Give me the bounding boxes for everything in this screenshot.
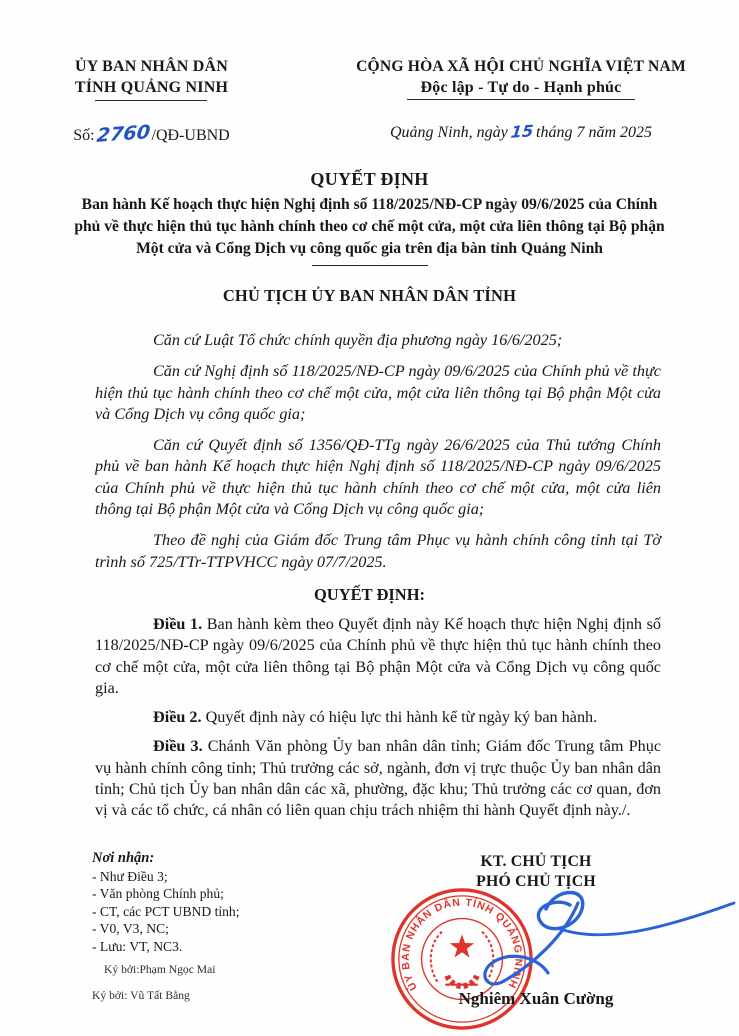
article-1: [95, 614, 661, 699]
recipient-item: - Lưu: VT, NC3.: [92, 938, 183, 954]
document-number-prefix: Số:: [73, 127, 95, 144]
document-number-suffix: /QĐ-UBND: [151, 127, 230, 144]
digital-signed-by-1: Ký bởi:Phạm Ngọc Mai: [104, 962, 216, 976]
date-day-handwritten: 15: [509, 121, 535, 142]
preamble-paragraph: Căn cứ Luật Tổ chức chính quyền địa phương ngày 16/6/2025;: [153, 331, 563, 349]
article-3: [95, 736, 661, 821]
article-2: [95, 707, 661, 728]
org-name-line1: ỦY BAN NHÂN DÂN: [74, 58, 229, 75]
date-suffix: tháng 7 năm 2025: [536, 124, 652, 141]
signer-title-line2: PHÓ CHỦ TỊCH: [476, 873, 596, 890]
preamble-paragraph: Theo đề nghị của Giám đốc Trung tâm Phục vụ hành chính công tỉnh tại Tờ trình số 725/TTr-TTPVHCC ngày 07/7/2025.: [95, 531, 661, 571]
signer-title-line1: KT. CHỦ TỊCH: [480, 853, 592, 870]
title-block: [0, 169, 739, 266]
title-divider: [312, 265, 428, 266]
national-motto-line1: CỘNG HÒA XÃ HỘI CHỦ NGHĨA VIỆT NAM: [356, 58, 686, 75]
org-name-line2: TỈNH QUẢNG NINH: [74, 79, 229, 96]
digital-signed-by-2: Ký bởi: Vũ Tất Bằng: [92, 989, 190, 1003]
national-motto-line2-wrap: [303, 77, 739, 100]
recipients-block: [92, 850, 240, 1005]
issuer-title-line: CHỦ TỊCH ỦY BAN NHÂN DÂN TỈNH: [222, 286, 517, 305]
article-3-text: Chánh Văn phòng Ủy ban nhân dân tỉnh; Giám đốc Trung tâm Phục vụ hành chính công tỉnh; Thủ trưởng các sở, ngành, đơn vị trực thuộc Ủy ban nhân dân tỉnh; Chủ tịch Ủy ban nhân dân các xã, phường, đặc khu; Thủ trưởng các cơ quan, đơn vị và các tổ chức, cá nhân có liên quan chịu trách nhiệm thi hành Quyết định này./.: [95, 737, 662, 820]
national-motto-line2: Độc lập - Tự do - Hạnh phúc: [420, 79, 622, 96]
recipient-item: - Văn phòng Chính phủ;: [92, 886, 224, 902]
preamble-paragraph: Căn cứ Quyết định số 1356/QĐ-TTg ngày 26/6/2025 của Thủ tướng Chính phủ về ban hành Kế hoạch thực hiện Nghị định số 118/2025/NĐ-CP ngày 09/6/2025 của Chính phủ về thực hiện thủ tục hành chính theo cơ chế một cửa, một cửa liên thông tại Bộ phận Một cửa và Cổng Dịch vụ công quốc gia;: [95, 436, 661, 519]
motto-underline: [407, 99, 635, 100]
signer-name: Nghiêm Xuân Cường: [458, 989, 614, 1008]
org-underline: [95, 100, 207, 101]
article-2-label: Điều 2.: [153, 708, 202, 727]
signature-footer: [0, 845, 739, 1036]
document-header: [0, 56, 739, 145]
article-1-label: Điều 1.: [153, 614, 203, 633]
recipient-item: - CT, các PCT UBND tỉnh;: [92, 903, 240, 919]
recipient-item: - Như Điều 3;: [92, 868, 168, 884]
document-type-heading: QUYẾT ĐỊNH: [310, 169, 429, 189]
article-2-text: Quyết định này có hiệu lực thi hành kể từ ngày ký ban hành.: [201, 708, 598, 727]
place-date-line: [303, 122, 739, 142]
document-subtitle: Ban hành Kế hoạch thực hiện Nghị định số 118/2025/NĐ-CP ngày 09/6/2025 của Chính phủ về thực hiện thủ tục hành chính theo cơ chế một cửa, một cửa liên thông tại Bộ phận Một cửa và Cổng Dịch vụ công quốc gia trên địa bàn tỉnh Quảng Ninh: [74, 196, 665, 257]
national-header-block: [303, 56, 739, 145]
preamble-paragraph: Căn cứ Nghị định số 118/2025/NĐ-CP ngày 09/6/2025 của Chính phủ về thực hiện thủ tục hành chính theo cơ chế một cửa, một cửa liên thông tại Bộ phận Một cửa và Cổng Dịch vụ công quốc gia;: [95, 362, 661, 423]
issuing-authority-block: [0, 56, 303, 145]
decision-heading: QUYẾT ĐỊNH:: [313, 584, 426, 604]
article-1-text: Ban hành kèm theo Quyết định này Kế hoạch thực hiện Nghị định số 118/2025/NĐ-CP ngày 09/6/2025 của Chính phủ về thực hiện thủ tục hành chính theo cơ chế một cửa, một cửa liên thông tại Bộ phận Một cửa và Cổng Dịch vụ công quốc gia.: [95, 614, 662, 697]
recipients-heading: Nơi nhận:: [92, 850, 155, 866]
document-number-line: [0, 123, 303, 145]
recipient-item: - V0, V3, NC;: [92, 921, 169, 937]
article-3-label: Điều 3.: [153, 737, 203, 756]
date-prefix: Quảng Ninh, ngày: [389, 124, 508, 141]
preamble-section: [95, 330, 661, 573]
articles-section: [95, 614, 661, 822]
signature-title-block: [398, 852, 674, 1009]
document-number-handwritten: 2760: [95, 121, 151, 147]
seal-text: ỦY BAN NHÂN DÂN TỈNH QUẢNG NINH: [400, 897, 524, 992]
